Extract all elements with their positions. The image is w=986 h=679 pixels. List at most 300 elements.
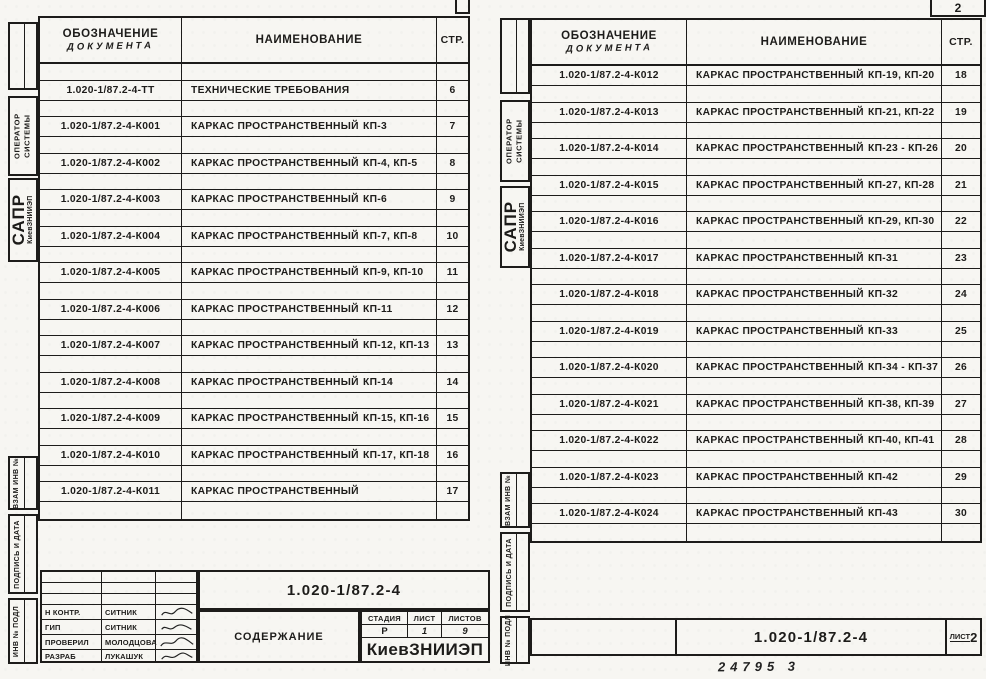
- page-right: [500, 10, 986, 665]
- empty-cell: [437, 64, 468, 80]
- spacer-row: [40, 320, 468, 337]
- empty-cell: [687, 159, 942, 175]
- spacer-row: [40, 283, 468, 300]
- col-header-designation: [532, 20, 687, 64]
- col-header-page: СТР.: [440, 34, 465, 46]
- empty-cell: [532, 620, 677, 654]
- doc-code: 1.020-1/87.2-4-К017: [532, 249, 687, 268]
- empty-cell: [942, 86, 980, 102]
- toc-row: [532, 103, 980, 123]
- spacer-row: [40, 101, 468, 118]
- doc-page: 9: [449, 194, 456, 205]
- empty-cell: [687, 86, 942, 102]
- empty-cell: [40, 320, 182, 336]
- empty-cell: [687, 123, 942, 139]
- toc-row: [532, 212, 980, 232]
- doc-title-text: КАРКАС ПРОСТРАНСТВЕННЫЙ: [696, 252, 864, 264]
- doc-title: [182, 482, 437, 501]
- toc-row: [40, 373, 468, 393]
- toc-row: [40, 482, 468, 502]
- empty-cell: [687, 524, 942, 541]
- doc-page: 24: [954, 289, 968, 300]
- empty-cell: [182, 64, 437, 80]
- spacer-row: [40, 137, 468, 154]
- doc-title-text: КАРКАС ПРОСТРАНСТВЕННЫЙ: [696, 179, 864, 191]
- doc-title-text: КАРКАС ПРОСТРАНСТВЕННЫЙ: [696, 70, 864, 81]
- empty-cell: [687, 305, 942, 321]
- doc-title-text: КАРКАС ПРОСТРАНСТВЕННЫЙ: [191, 230, 359, 242]
- handwritten-note: 24795 3: [717, 658, 801, 675]
- doc-code: 1.020-1/87.2-4-К022: [532, 431, 687, 450]
- col-header-page: СТР.: [949, 36, 973, 48]
- empty-cell: [182, 502, 437, 519]
- toc-row: [532, 431, 980, 451]
- role-name: СИТНИК: [102, 605, 156, 620]
- empty-cell: [40, 101, 182, 117]
- signature-icon: [156, 650, 196, 663]
- doc-code: 1.020-1/87.2-4-К018: [532, 285, 687, 304]
- stamp-vzam-label: ВЗАМ ИНВ №: [505, 474, 513, 526]
- spacer-row: [40, 210, 468, 227]
- role-label: ГИП: [42, 620, 102, 635]
- page-left: [8, 14, 490, 666]
- sheet-value: 1: [408, 625, 442, 637]
- empty-cell: [437, 429, 468, 445]
- empty-cell: [182, 283, 437, 299]
- sheets-label: ЛИСТОВ: [448, 613, 482, 623]
- empty-cell: [42, 583, 102, 594]
- sheet-value: 2: [970, 629, 978, 645]
- doc-page: 14: [446, 376, 459, 388]
- empty-cell: [517, 474, 528, 526]
- toc-row: [532, 176, 980, 196]
- doc-page: 25: [954, 325, 968, 337]
- toc-row: [532, 139, 980, 159]
- doc-marks: КП-11: [363, 303, 393, 315]
- doc-page: 28: [954, 435, 968, 446]
- empty-cell: [532, 196, 687, 212]
- doc-code: 1.020-1/87.2-4-К013: [532, 103, 687, 122]
- spacer-row: [40, 174, 468, 191]
- spacer-row: [40, 466, 468, 483]
- doc-page: 29: [954, 471, 968, 483]
- doc-code: 1.020-1/87.2-4-К003: [40, 190, 182, 209]
- doc-code: 1.020-1/87.2-4-К016: [532, 212, 687, 231]
- spacer-row: [532, 488, 980, 505]
- stage-block: [360, 610, 490, 663]
- doc-code: 1.020-1/87.2-4-К021: [532, 395, 687, 414]
- toc-table-right: [530, 18, 982, 543]
- doc-page: 10: [446, 230, 459, 242]
- spacer-row: [532, 86, 980, 103]
- empty-cell: [437, 137, 468, 153]
- empty-cell: [437, 502, 468, 519]
- empty-cell: [532, 269, 687, 285]
- doc-marks: КП-38, КП-39: [868, 398, 935, 410]
- empty-cell: [102, 572, 156, 583]
- doc-page: 7: [449, 121, 456, 132]
- spacer-row: [532, 305, 980, 322]
- doc-page: 15: [446, 413, 459, 424]
- footer-bar-right: [530, 618, 982, 656]
- empty-cell: [42, 572, 102, 583]
- empty-cell: [25, 24, 36, 88]
- doc-title-text: КАРКАС ПРОСТРАНСТВЕННЫЙ: [696, 216, 864, 227]
- doc-code: 1.020-1/87.2-4-К020: [532, 358, 687, 377]
- empty-cell: [532, 378, 687, 394]
- empty-cell: [182, 247, 437, 263]
- doc-title: [182, 154, 437, 173]
- spacer-row: [532, 196, 980, 213]
- designation-handwritten: ДОКУМЕНТА: [565, 42, 653, 55]
- col-header-designation: [40, 18, 182, 62]
- empty-cell: [687, 269, 942, 285]
- name-label: НАИМЕНОВАНИЕ: [255, 34, 363, 46]
- doc-title-text: КАРКАС ПРОСТРАНСТВЕННЫЙ: [696, 508, 864, 519]
- doc-title-text: КАРКАС ПРОСТРАНСТВЕННЫЙ: [191, 376, 359, 388]
- empty-cell: [25, 600, 36, 662]
- doc-page: 21: [954, 179, 968, 191]
- fold-mark: [455, 0, 470, 14]
- empty-cell: [42, 594, 102, 605]
- signature-icon: [156, 635, 196, 650]
- toc-row: [532, 322, 980, 342]
- doc-code: 1.020-1/87.2-4-К023: [532, 468, 687, 487]
- doc-title: [687, 66, 942, 85]
- empty-cell: [942, 342, 980, 358]
- spacer-row: [40, 64, 468, 81]
- empty-cell: [182, 393, 437, 409]
- doc-title: [182, 336, 437, 355]
- doc-title: [182, 117, 437, 136]
- doc-page: 30: [954, 508, 968, 519]
- doc-marks: КП-34 - КП-37: [868, 362, 939, 373]
- doc-title: [687, 285, 942, 304]
- doc-code: 1.020-1/87.2-4-ТТ: [40, 81, 182, 100]
- doc-marks: КП-40, КП-41: [868, 435, 935, 446]
- spacer-row: [532, 159, 980, 176]
- table-header: [532, 20, 980, 66]
- roles-grid: [40, 570, 198, 663]
- doc-number-cell: [198, 570, 490, 610]
- stage-label: СТАДИЯ: [362, 612, 408, 624]
- toc-row: [532, 249, 980, 269]
- role-label: РАЗРАБ: [42, 650, 102, 663]
- empty-cell: [942, 488, 980, 504]
- doc-page: 18: [954, 70, 968, 81]
- content-title: СОДЕРЖАНИЕ: [234, 630, 324, 643]
- stamp-vzam-inv: [500, 472, 530, 528]
- designation-label: ОБОЗНАЧЕНИЕ: [62, 28, 159, 40]
- stamp-sapr: [500, 186, 530, 268]
- signature-icon: [156, 620, 196, 635]
- stamp-podpis-data: [8, 514, 38, 594]
- doc-title: [182, 446, 437, 465]
- empty-cell: [532, 305, 687, 321]
- doc-marks: КП-9, КП-10: [363, 267, 424, 278]
- empty-cell: [687, 196, 942, 212]
- toc-row: [532, 504, 980, 524]
- toc-row: [40, 227, 468, 247]
- empty-cell: [942, 159, 980, 175]
- doc-title-text: КАРКАС ПРОСТРАНСТВЕННЫЙ: [191, 340, 359, 351]
- empty-cell: [102, 594, 156, 605]
- empty-cell: [40, 393, 182, 409]
- doc-title: [687, 395, 942, 414]
- spacer-row: [40, 502, 468, 519]
- empty-cell: [25, 516, 36, 592]
- stamp-sapr-title: САПР: [501, 201, 521, 253]
- designation-handwritten: ДОКУМЕНТА: [66, 40, 155, 53]
- empty-cell: [40, 64, 182, 80]
- toc-row: [40, 409, 468, 429]
- spacer-row: [532, 269, 980, 286]
- doc-title: [687, 322, 942, 341]
- empty-cell: [942, 378, 980, 394]
- doc-page: 20: [954, 143, 968, 154]
- empty-cell: [942, 524, 980, 541]
- spacer-row: [532, 123, 980, 140]
- empty-cell: [102, 583, 156, 594]
- doc-page: 23: [954, 252, 968, 264]
- empty-cell: [182, 101, 437, 117]
- doc-page: 16: [446, 449, 459, 461]
- doc-title-text: КАРКАС ПРОСТРАНСТВЕННЫЙ: [191, 121, 359, 132]
- sheet-label: ЛИСТ: [408, 612, 442, 624]
- col-header-name: [687, 20, 942, 64]
- empty-cell: [942, 415, 980, 431]
- empty-cell: [156, 583, 196, 594]
- empty-cell: [437, 320, 468, 336]
- col-header-name: [182, 18, 437, 62]
- doc-title: [182, 263, 437, 282]
- doc-code: 1.020-1/87.2-4-К015: [532, 176, 687, 195]
- empty-cell: [687, 232, 942, 248]
- doc-title-text: КАРКАС ПРОСТРАНСТВЕННЫЙ: [191, 449, 359, 461]
- empty-cell: [942, 232, 980, 248]
- doc-marks: КП-7, КП-8: [363, 230, 418, 242]
- empty-cell: [942, 196, 980, 212]
- doc-marks: КП-23 - КП-26: [868, 143, 939, 154]
- spacer-row: [40, 247, 468, 264]
- doc-title-text: КАРКАС ПРОСТРАНСТВЕННЫЙ: [696, 106, 864, 118]
- doc-title: [182, 190, 437, 209]
- doc-code: 1.020-1/87.2-4-К011: [40, 482, 182, 501]
- stamp-operator: [500, 100, 530, 182]
- empty-cell: [182, 210, 437, 226]
- toc-row: [40, 336, 468, 356]
- doc-title-text: КАРКАС ПРОСТРАНСТВЕННЫЙ: [191, 303, 359, 315]
- spacer-row: [40, 393, 468, 410]
- org-name: КиевЗНИИЭП: [366, 639, 484, 659]
- doc-title: [687, 176, 942, 195]
- doc-marks: КП-14: [363, 376, 394, 388]
- doc-marks: КП-32: [868, 289, 899, 300]
- empty-cell: [532, 488, 687, 504]
- empty-cell: [942, 305, 980, 321]
- doc-title: [687, 103, 942, 122]
- stamp-inv-podl: [8, 598, 38, 664]
- doc-marks: КП-42: [868, 471, 899, 483]
- doc-title-text: КАРКАС ПРОСТРАНСТВЕННЫЙ: [191, 157, 359, 169]
- doc-title-text: КАРКАС ПРОСТРАНСТВЕННЫЙ: [191, 486, 359, 497]
- doc-title-text: ТЕХНИЧЕСКИЕ ТРЕБОВАНИЯ: [191, 84, 350, 96]
- doc-page: 17: [446, 486, 459, 497]
- doc-code: 1.020-1/87.2-4-К001: [40, 117, 182, 136]
- empty-cell: [40, 502, 182, 519]
- toc-row: [532, 468, 980, 488]
- toc-row: [40, 446, 468, 466]
- empty-cell: [517, 618, 528, 662]
- doc-marks: КП-3: [363, 121, 388, 132]
- toc-table-left: [38, 16, 470, 521]
- empty-cell: [40, 283, 182, 299]
- doc-number-cell: [677, 620, 947, 654]
- table-body-left: [40, 64, 468, 519]
- empty-cell: [942, 123, 980, 139]
- spacer-row: [532, 415, 980, 432]
- empty-cell: [437, 466, 468, 482]
- stamp-sapr-org: КиевЗНИИЭП: [27, 195, 35, 245]
- content-title-cell: [198, 610, 360, 663]
- toc-row: [532, 395, 980, 415]
- doc-page: 11: [446, 267, 459, 278]
- doc-title: [182, 373, 437, 392]
- stamp-vzam-inv: [8, 456, 38, 510]
- doc-code: 1.020-1/87.2-4-К024: [532, 504, 687, 523]
- empty-cell: [25, 458, 36, 508]
- doc-marks: КП-4, КП-5: [363, 157, 418, 169]
- doc-page: 13: [446, 340, 459, 351]
- spacer-row: [532, 378, 980, 395]
- doc-marks: КП-19, КП-20: [868, 70, 935, 81]
- empty-cell: [40, 466, 182, 482]
- margin-empty-box: [8, 22, 38, 90]
- doc-code: 1.020-1/87.2-4-К004: [40, 227, 182, 246]
- doc-page: 19: [954, 106, 968, 118]
- stamp-vzam-label: ВЗАМ ИНВ №: [13, 457, 21, 509]
- empty-cell: [182, 320, 437, 336]
- empty-cell: [40, 429, 182, 445]
- doc-title-text: КАРКАС ПРОСТРАНСТВЕННЫЙ: [191, 194, 359, 205]
- role-name: СИТНИК: [102, 620, 156, 635]
- empty-cell: [532, 232, 687, 248]
- empty-cell: [517, 534, 528, 610]
- doc-title: [687, 468, 942, 487]
- doc-marks: КП-6: [363, 194, 388, 205]
- doc-marks: КП-15, КП-16: [363, 413, 430, 424]
- doc-code: 1.020-1/87.2-4-К002: [40, 154, 182, 173]
- toc-row: [40, 300, 468, 320]
- doc-marks: КП-21, КП-22: [868, 106, 935, 118]
- empty-cell: [687, 342, 942, 358]
- empty-cell: [437, 393, 468, 409]
- doc-code: 1.020-1/87.2-4-К009: [40, 409, 182, 428]
- stamp-operator-line1: ОПЕРАТОР: [12, 113, 22, 159]
- signature-icon: [156, 605, 196, 620]
- doc-title: [687, 139, 942, 158]
- designation-label: ОБОЗНАЧЕНИЕ: [561, 30, 657, 42]
- doc-title: [687, 358, 942, 377]
- spacer-row: [532, 451, 980, 468]
- doc-marks: КП-12, КП-13: [363, 340, 430, 351]
- stamp-operator: [8, 96, 38, 176]
- empty-cell: [687, 378, 942, 394]
- spacer-row: [40, 429, 468, 446]
- corner-page-number: 2: [930, 0, 986, 17]
- empty-cell: [156, 594, 196, 605]
- toc-row: [40, 81, 468, 101]
- stamp-sapr-org: КиевЗНИИЭП: [519, 202, 527, 252]
- toc-row: [40, 154, 468, 174]
- empty-cell: [10, 24, 25, 88]
- doc-title: [687, 504, 942, 523]
- empty-cell: [40, 174, 182, 190]
- toc-row: [40, 263, 468, 283]
- empty-cell: [502, 20, 517, 92]
- margin-empty-box: [500, 18, 530, 94]
- doc-code: 1.020-1/87.2-4-К007: [40, 336, 182, 355]
- doc-title: [182, 227, 437, 246]
- doc-code: 1.020-1/87.2-4-К012: [532, 66, 687, 85]
- doc-title: [182, 409, 437, 428]
- doc-title-text: КАРКАС ПРОСТРАНСТВЕННЫЙ: [696, 398, 864, 410]
- role-label: ПРОВЕРИЛ: [42, 635, 102, 650]
- stamp-inv-podl: [500, 616, 530, 664]
- empty-cell: [182, 174, 437, 190]
- doc-marks: КП-31: [868, 252, 899, 264]
- doc-page: 22: [954, 216, 968, 227]
- empty-cell: [182, 356, 437, 372]
- doc-title-text: КАРКАС ПРОСТРАНСТВЕННЫЙ: [696, 143, 864, 154]
- empty-cell: [437, 210, 468, 226]
- doc-code: 1.020-1/87.2-4-К008: [40, 373, 182, 392]
- empty-cell: [437, 356, 468, 372]
- doc-title: [687, 249, 942, 268]
- empty-cell: [437, 283, 468, 299]
- stamp-inv-label: ИНВ № ПОДЛ: [13, 605, 21, 657]
- empty-cell: [687, 415, 942, 431]
- empty-cell: [437, 174, 468, 190]
- stamp-operator-line2: СИСТЕМЫ: [23, 114, 32, 158]
- stamp-sapr-title: САПР: [9, 194, 29, 246]
- sheet-number-box: [947, 620, 980, 654]
- empty-cell: [156, 572, 196, 583]
- role-label: Н КОНТР.: [42, 605, 102, 620]
- doc-page: 27: [954, 398, 968, 410]
- doc-code: 1.020-1/87.2-4-К010: [40, 446, 182, 465]
- doc-title: [687, 431, 942, 450]
- doc-marks: КП-43: [868, 508, 899, 519]
- empty-cell: [532, 451, 687, 467]
- stamp-operator-line1: ОПЕРАТОР: [504, 118, 514, 164]
- doc-page: 12: [446, 303, 459, 315]
- doc-title-text: КАРКАС ПРОСТРАНСТВЕННЫЙ: [696, 325, 864, 337]
- doc-page: 6: [449, 84, 456, 96]
- empty-cell: [532, 123, 687, 139]
- spacer-row: [40, 356, 468, 373]
- toc-row: [532, 285, 980, 305]
- doc-page: 8: [449, 157, 456, 169]
- doc-title-text: КАРКАС ПРОСТРАНСТВЕННЫЙ: [696, 435, 864, 446]
- doc-code: 1.020-1/87.2-4-К005: [40, 263, 182, 282]
- stamp-podpis-label: ПОДПИСЬ И ДАТА: [505, 537, 513, 607]
- doc-title-text: КАРКАС ПРОСТРАНСТВЕННЫЙ: [191, 413, 359, 424]
- sheet-label: ЛИСТ: [949, 632, 971, 641]
- stamp-inv-label: ИНВ № ПОДЛ: [505, 614, 513, 666]
- empty-cell: [942, 451, 980, 467]
- empty-cell: [40, 247, 182, 263]
